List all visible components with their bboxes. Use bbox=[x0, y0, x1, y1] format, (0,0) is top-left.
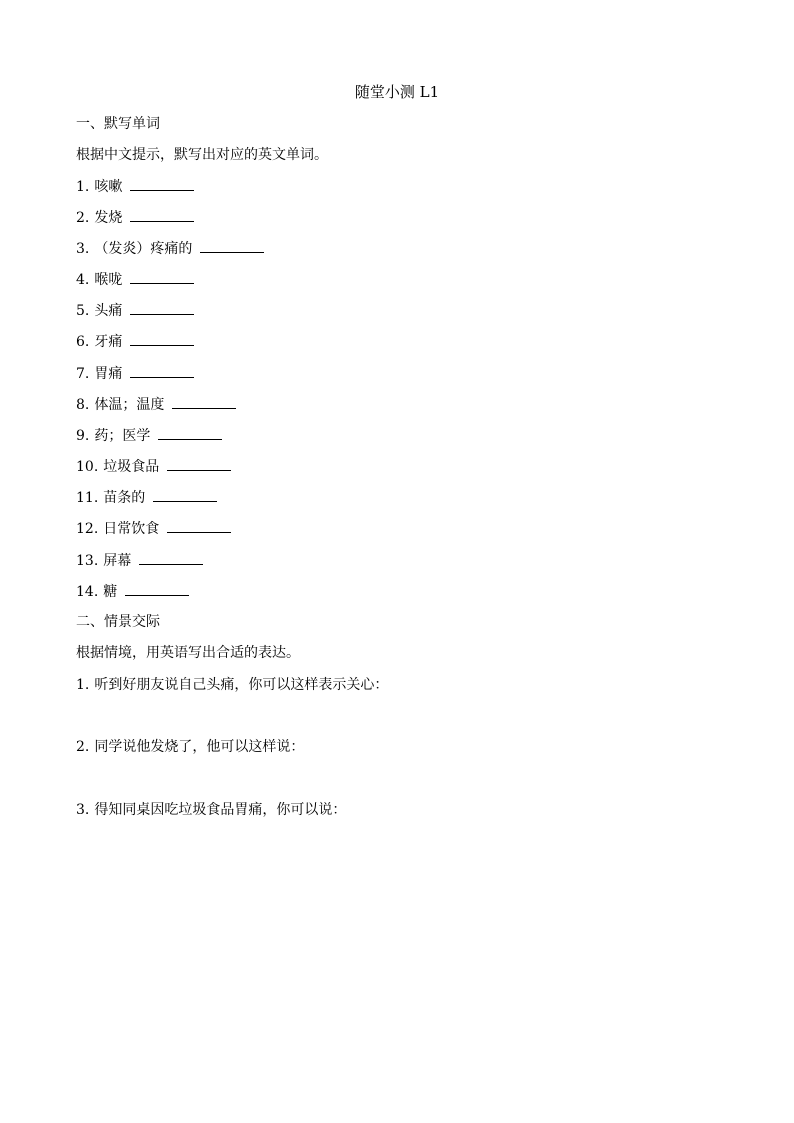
item-prompt: 屏幕 bbox=[103, 553, 132, 569]
answer-blank[interactable] bbox=[158, 426, 222, 440]
item-number: 3. bbox=[76, 802, 90, 818]
item-number: 13. bbox=[76, 553, 99, 569]
scenario-item bbox=[76, 676, 388, 694]
vocab-item bbox=[76, 270, 194, 289]
answer-blank[interactable] bbox=[139, 551, 203, 565]
item-number: 2. bbox=[76, 210, 90, 226]
item-number: 1. bbox=[76, 677, 90, 693]
answer-blank[interactable] bbox=[130, 270, 194, 284]
vocab-item bbox=[76, 301, 194, 320]
answer-blank[interactable] bbox=[167, 457, 231, 471]
item-number: 12. bbox=[76, 521, 99, 537]
item-number: 3. bbox=[76, 241, 90, 257]
item-number: 14. bbox=[76, 584, 99, 600]
answer-blank[interactable] bbox=[130, 208, 194, 222]
item-number: 9. bbox=[76, 428, 90, 444]
item-number: 5. bbox=[76, 303, 90, 319]
item-prompt: （发炎）疼痛的 bbox=[94, 241, 193, 257]
item-prompt: 同学说他发烧了，他可以这样说： bbox=[94, 739, 305, 755]
item-prompt: 垃圾食品 bbox=[103, 459, 160, 475]
item-prompt: 苗条的 bbox=[103, 490, 146, 506]
vocab-item bbox=[76, 426, 222, 445]
answer-blank[interactable] bbox=[172, 395, 236, 409]
vocab-item bbox=[76, 519, 231, 538]
item-prompt: 体温；温度 bbox=[94, 397, 165, 413]
section2-heading: 二、情景交际 bbox=[76, 614, 160, 630]
item-number: 2. bbox=[76, 739, 90, 755]
item-prompt: 糖 bbox=[103, 584, 118, 600]
item-number: 10. bbox=[76, 459, 99, 475]
vocab-item bbox=[76, 488, 217, 507]
item-prompt: 牙痛 bbox=[94, 334, 123, 350]
scenario-item bbox=[76, 738, 304, 756]
item-prompt: 发烧 bbox=[94, 210, 123, 226]
answer-blank[interactable] bbox=[153, 488, 217, 502]
item-prompt: 日常饮食 bbox=[103, 521, 160, 537]
vocab-item bbox=[76, 364, 194, 383]
section1-instruction: 根据中文提示，默写出对应的英文单词。 bbox=[76, 147, 328, 163]
item-prompt: 得知同桌因吃垃圾食品胃痛，你可以说： bbox=[94, 802, 347, 818]
vocab-item bbox=[76, 457, 231, 476]
item-number: 7. bbox=[76, 366, 90, 382]
vocab-item bbox=[76, 208, 194, 227]
item-prompt: 听到好朋友说自己头痛，你可以这样表示关心： bbox=[94, 677, 389, 693]
item-number: 11. bbox=[76, 490, 99, 506]
item-prompt: 胃痛 bbox=[94, 366, 123, 382]
vocab-item bbox=[76, 239, 264, 258]
vocab-item bbox=[76, 582, 189, 601]
page-title: 随堂小测 L1 bbox=[354, 83, 440, 101]
item-prompt: 喉咙 bbox=[94, 272, 123, 288]
item-number: 6. bbox=[76, 334, 90, 350]
answer-blank[interactable] bbox=[130, 364, 194, 378]
item-number: 1. bbox=[76, 179, 90, 195]
answer-blank[interactable] bbox=[130, 332, 194, 346]
vocab-item bbox=[76, 177, 194, 196]
vocab-item bbox=[76, 332, 194, 351]
answer-blank[interactable] bbox=[200, 239, 264, 253]
answer-blank[interactable] bbox=[130, 177, 194, 191]
answer-blank[interactable] bbox=[125, 582, 189, 596]
item-number: 8. bbox=[76, 397, 90, 413]
answer-blank[interactable] bbox=[167, 519, 231, 533]
item-prompt: 头痛 bbox=[94, 303, 123, 319]
answer-blank[interactable] bbox=[130, 301, 194, 315]
section2-instruction: 根据情境，用英语写出合适的表达。 bbox=[76, 645, 300, 661]
section1-heading: 一、默写单词 bbox=[76, 116, 160, 132]
vocab-item bbox=[76, 395, 236, 414]
item-prompt: 药；医学 bbox=[94, 428, 151, 444]
item-number: 4. bbox=[76, 272, 90, 288]
scenario-item bbox=[76, 801, 346, 819]
item-prompt: 咳嗽 bbox=[94, 179, 123, 195]
vocab-item bbox=[76, 551, 203, 570]
